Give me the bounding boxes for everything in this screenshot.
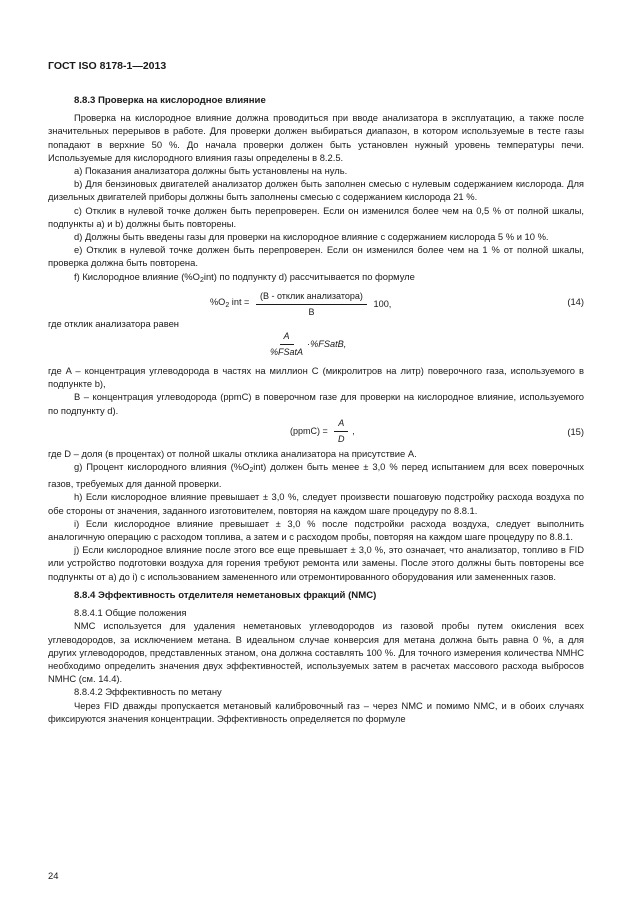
page-header: ГОСТ ISO 8178-1—2013 [48, 60, 167, 72]
definition-b: B – концентрация углеводорода (ppmC) в поверочном газе для проверки на кислородное влияние, используемого по подпункту d). [48, 391, 584, 416]
section-heading: 8.8.3 Проверка на кислородное влияние [74, 95, 266, 106]
list-item-e: e) Отклик в нулевой точке должен быть перепроверен. Если он изменился более чем на 1 % от полной шкалы, проверка должна быть повторена. [48, 244, 584, 269]
list-item-a: a) Показания анализатора должны быть установлены на нуль. [74, 165, 348, 177]
section-heading: 8.8.4 Эффективность отделителя неметановых фракций (NMC) [74, 589, 377, 601]
list-item-f: f) Кислородное влияние $(\%O_2int)$ по подпункту d) рассчитывается по формуле [74, 270, 415, 284]
paragraph: Проверка на кислородное влияние должна проводиться при вводе анализатора в эксплуатацию, а также после значительных перерывов в работе. Для проверки должен выбираться диапазон, в котором используемые в тесте газы попадают в верхние 50 %. До начала проверки должен быть установлен нужный уровень температуры печи. Используемые для кислородного влияния газы определены в 8.2.5. [48, 112, 584, 163]
list-item-g: g) Процент кислородного влияния $(\%O_2int)$ должен быть менее ± 3,0 % перед испытанием для всех поверочных газов, требуемых для данной проверки. [48, 461, 584, 490]
list-item-h: h) Если кислородное влияние превышает ± 3,0 %, следует произвести пошаговую подстройку расхода воздуха по обе стороны от значения, заданного изготовителем, повторяя на каждом шаге процедуру по 8.8.1. [48, 491, 584, 516]
paragraph: NMC используется для удаления неметановых углеводородов из газовой пробы путем окисления всех углеводородов, за исключением метана. В идеальном случае конверсия для метана должна быть равна 0 %, а для других углеводородов, представленных этаном, она должна составлять 100 %. Для точного измерения количества NMHC необходимо определить значения двух эффективностей, используемых затем в расчетах массового расхода выбросов NMHC (см. 14.4). [48, 620, 584, 685]
definition-d: где D – доля (в процентах) от полной шкалы отклика анализатора на присутствие A. [48, 447, 417, 459]
list-item-i: i) Если кислородное влияние превышает ± 3,0 % после подстройки расхода воздуха, следует выполнить аналогичную операцию с расходом топлива, а затем и с расходом пробы, повторяя на каждом шаге процедуру по 8.8.1. [48, 517, 584, 543]
fraction: $\frac{\text{(B - отклик анализатора)}}{B}$ [256, 290, 367, 319]
definition-a: где A – концентрация углеводорода в частях на миллион C (микролитров на литр) поверочного газа, используемого в подпункте b), [48, 365, 584, 390]
subsection-title: 8.8.4.1 Общие положения [74, 607, 187, 619]
subsection-title: 8.8.4.2 Эффективность по метану [74, 686, 222, 698]
page-body [48, 88, 584, 725]
formula-response: $\frac{A}{\text{\%FSatA}}$ ·%FSatB, [270, 331, 347, 358]
paragraph: где отклик анализатора равен [48, 317, 179, 329]
formula-14: $\%O_2$ int = $\frac{\text{(B - отклик анализатора)}}{B}$ 100, (14) [48, 287, 584, 317]
list-item-j: j) Если кислородное влияние после этого все еще превышает ± 3,0 %, это означает, что анализатор, топливо в FID или устройство подготовки воздуха для горения требуют ремонта или замены. После этого должны быть повторены все подпункты от а) до i) с использованием замененного или отремонтированного оборудования или замененных газов. [48, 544, 584, 582]
equation-number: (15) [567, 425, 584, 437]
equation-number: (14) [567, 295, 584, 307]
page-number: 24 [48, 870, 59, 881]
list-item-d: d) Должны быть введены газы для проверки на кислородное влияние с содержанием кислорода 5 % и 10 %. [74, 231, 549, 243]
list-item-c: c) Отклик в нулевой точке должен быть перепроверен. Если он изменился более чем на 0,5 % от полной шкалы, подпункты а) и b) должны быть повторены. [48, 204, 584, 229]
list-item-b: b) Для бензиновых двигателей анализатор должен быть заполнен смесью с нулевым содержанием кислорода. Для дизельных двигателей приборы должны быть заполнены смесью с содержанием кислорода 21 %. [48, 178, 584, 203]
paragraph: Через FID дважды пропускается метановый калибровочный газ – через NMC и помимо NMC, и в обоих случаях фиксируются значения концентрации. Эффективность определяется по формуле [48, 699, 584, 724]
formula-15: (ppmC) = $\frac{A}{D}$ , (15) [290, 417, 584, 445]
